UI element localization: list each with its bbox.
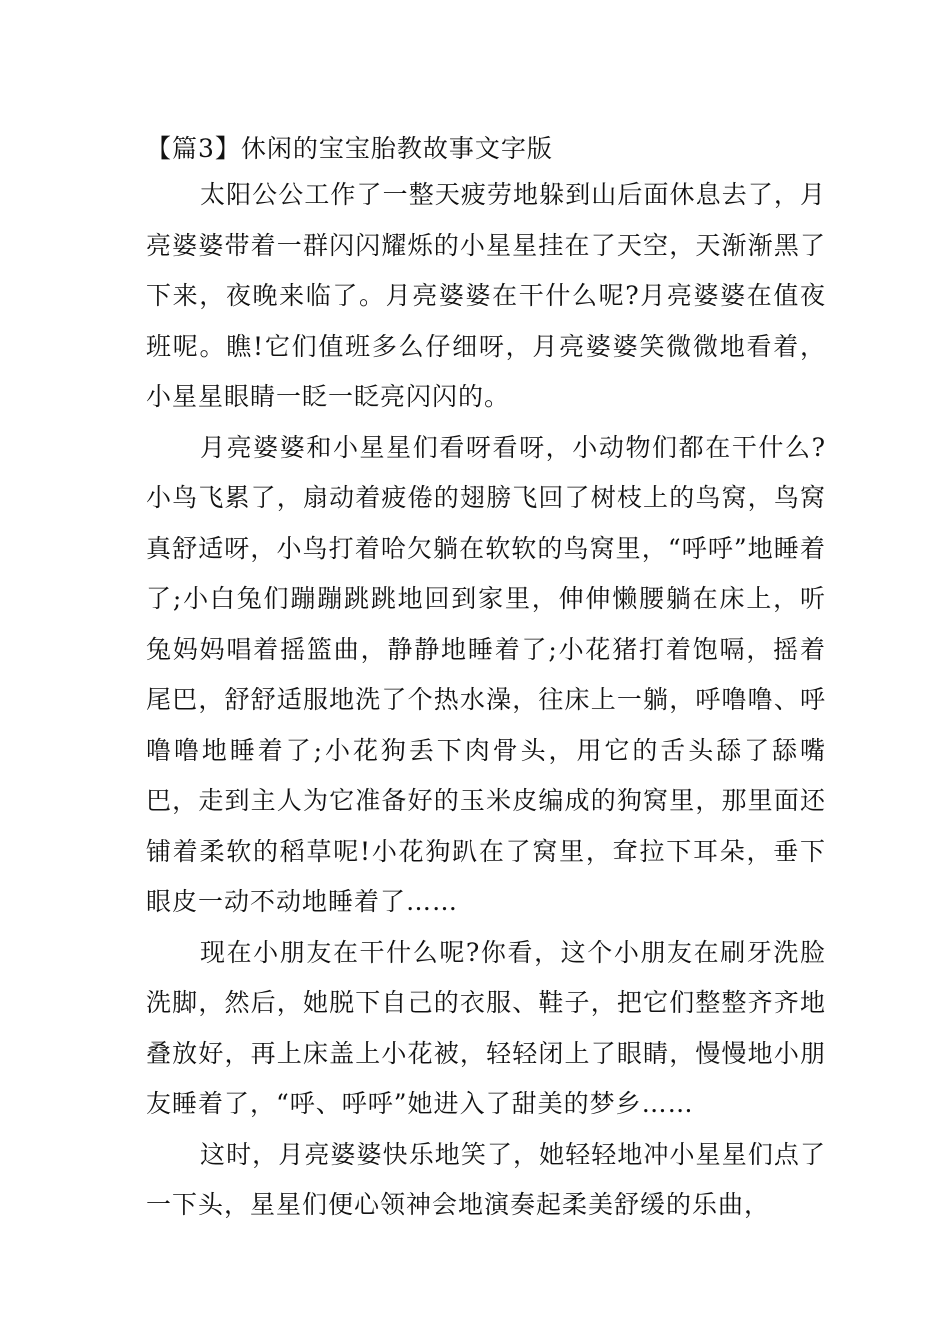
paragraph-1: 太阳公公工作了一整天疲劳地躲到山后面休息去了，月亮婆婆带着一群闪闪耀烁的小星星挂在了天空，天渐渐黑了下来，夜晚来临了。月亮婆婆在干什么呢?月亮婆婆在值夜班呢。瞧!它们值班多么仔细呀，月亮婆婆笑微微地看着，小星星眼睛一眨一眨亮闪闪的。 — [146, 180, 826, 411]
document-heading: 【篇3】休闲的宝宝胎教故事文字版 — [146, 134, 553, 163]
paragraph-3: 现在小朋友在干什么呢?你看，这个小朋友在刷牙洗脸洗脚，然后，她脱下自己的衣服、鞋子，把它们整整齐齐地叠放好，再上床盖上小花被，轻轻闭上了眼睛，慢慢地小朋友睡着了，“呼、呼呼”她进入了甜美的梦乡…… — [146, 937, 826, 1118]
paragraph-4: 这时，月亮婆婆快乐地笑了，她轻轻地冲小星星们点了一下头，星星们便心领神会地演奏起柔美舒缓的乐曲， — [146, 1139, 826, 1219]
paragraph-2: 月亮婆婆和小星星们看呀看呀，小动物们都在干什么?小鸟飞累了，扇动着疲倦的翅膀飞回了树枝上的鸟窝，鸟窝真舒适呀，小鸟打着哈欠躺在软软的鸟窝里，“呼呼”地睡着了;小白兔们蹦蹦跳跳地回到家里，伸伸懒腰躺在床上，听兔妈妈唱着摇篮曲，静静地睡着了;小花猪打着饱嗝，摇着尾巴，舒舒适服地洗了个热水澡，往床上一躺，呼噜噜、呼噜噜地睡着了;小花狗丢下肉骨头，用它的舌头舔了舔嘴巴，走到主人为它准备好的玉米皮编成的狗窝里，那里面还铺着柔软的稻草呢!小花狗趴在了窝里，耷拉下耳朵，垂下眼皮一动不动地睡着了…… — [146, 432, 826, 916]
document-body — [146, 128, 826, 1231]
